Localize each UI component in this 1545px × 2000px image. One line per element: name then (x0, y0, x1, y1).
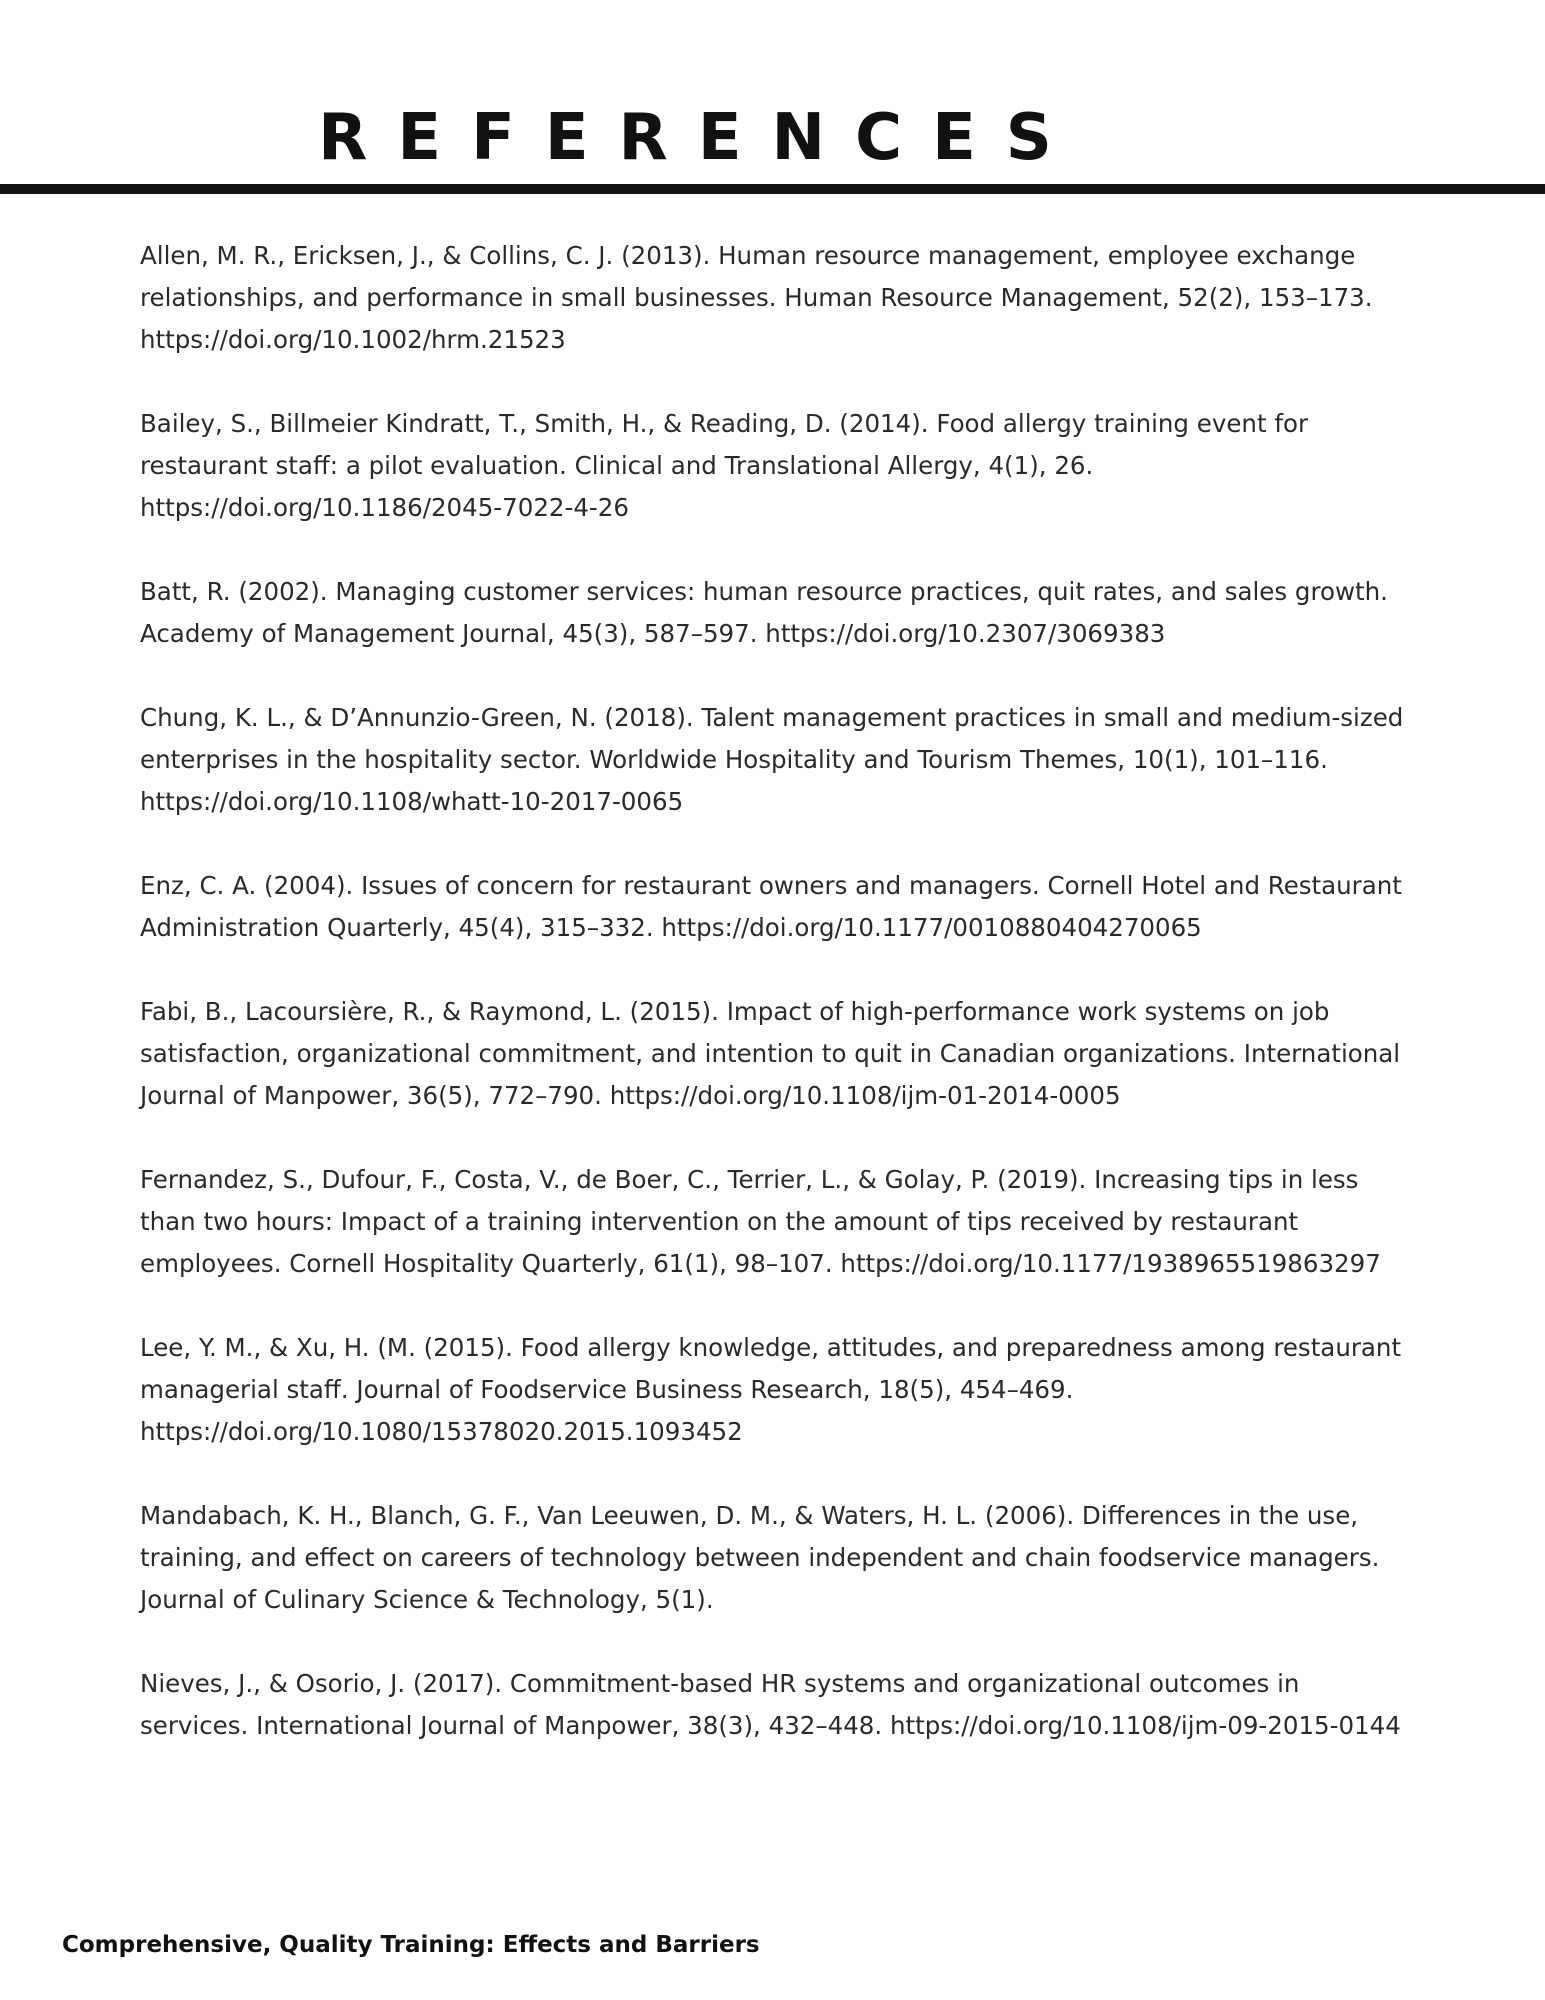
reference-entry: Enz, C. A. (2004). Issues of concern for restaurant owners and managers. Cornell Hotel and Restaurant Administration Quarterly, 45(4), 315–332. https://doi.org/10.1177/0010880404270065 (140, 871, 1402, 942)
reference-entry: Bailey, S., Billmeier Kindratt, T., Smith, H., & Reading, D. (2014). Food allergy training event for restaurant staff: a pilot evaluation. Clinical and Translational Allergy, 4(1), 26. https://doi.org/10.1186/2045-7022-4-26 (140, 409, 1309, 522)
reference-entry: Fernandez, S., Dufour, F., Costa, V., de Boer, C., Terrier, L., & Golay, P. (2019). Increasing tips in less than two hours: Impact of a training intervention on the amount of tips received by restaurant employees. Cornell Hospitality Quarterly, 61(1), 98–107. https://doi.org/10.1177/1938965519863297 (140, 1165, 1381, 1278)
reference-entry: Nieves, J., & Osorio, J. (2017). Commitment-based HR systems and organizational outcomes in services. International Journal of Manpower, 38(3), 432–448. https://doi.org/10.1108/ijm-09-2015-0144 (140, 1669, 1401, 1740)
page-title: REFERENCES (318, 101, 1082, 175)
reference-entry: Allen, M. R., Ericksen, J., & Collins, C. J. (2013). Human resource management, employee exchange relationships, and performance in small businesses. Human Resource Management, 52(2), 153–173. https://doi.org/10.1002/hrm.21523 (140, 241, 1373, 354)
reference-entry: Batt, R. (2002). Managing customer services: human resource practices, quit rates, and sales growth. Academy of Management Journal, 45(3), 587–597. https://doi.org/10.2307/3069383 (140, 577, 1388, 648)
reference-list (140, 235, 1410, 1789)
reference-entry: Fabi, B., Lacoursière, R., & Raymond, L. (2015). Impact of high-performance work systems on job satisfaction, organizational commitment, and intention to quit in Canadian organizations. International Journal of Manpower, 36(5), 772–790. https://doi.org/10.1108/ijm-01-2014-0005 (140, 997, 1401, 1110)
reference-entry: Mandabach, K. H., Blanch, G. F., Van Leeuwen, D. M., & Waters, H. L. (2006). Differences in the use, training, and effect on careers of technology between independent and chain foodservice managers. Journal of Culinary Science & Technology, 5(1). (140, 1501, 1380, 1614)
reference-entry: Lee, Y. M., & Xu, H. (M. (2015). Food allergy knowledge, attitudes, and preparedness among restaurant managerial staff. Journal of Foodservice Business Research, 18(5), 454–469. https://doi.org/10.1080/15378020.2015.1093452 (140, 1333, 1402, 1446)
reference-entry: Chung, K. L., & D’Annunzio-Green, N. (2018). Talent management practices in small and medium-sized enterprises in the hospitality sector. Worldwide Hospitality and Tourism Themes, 10(1), 101–116. https://doi.org/10.1108/whatt-10-2017-0065 (140, 703, 1404, 816)
footer-title: Comprehensive, Quality Training: Effects and Barriers (62, 1932, 760, 1958)
header-divider (0, 184, 1545, 194)
